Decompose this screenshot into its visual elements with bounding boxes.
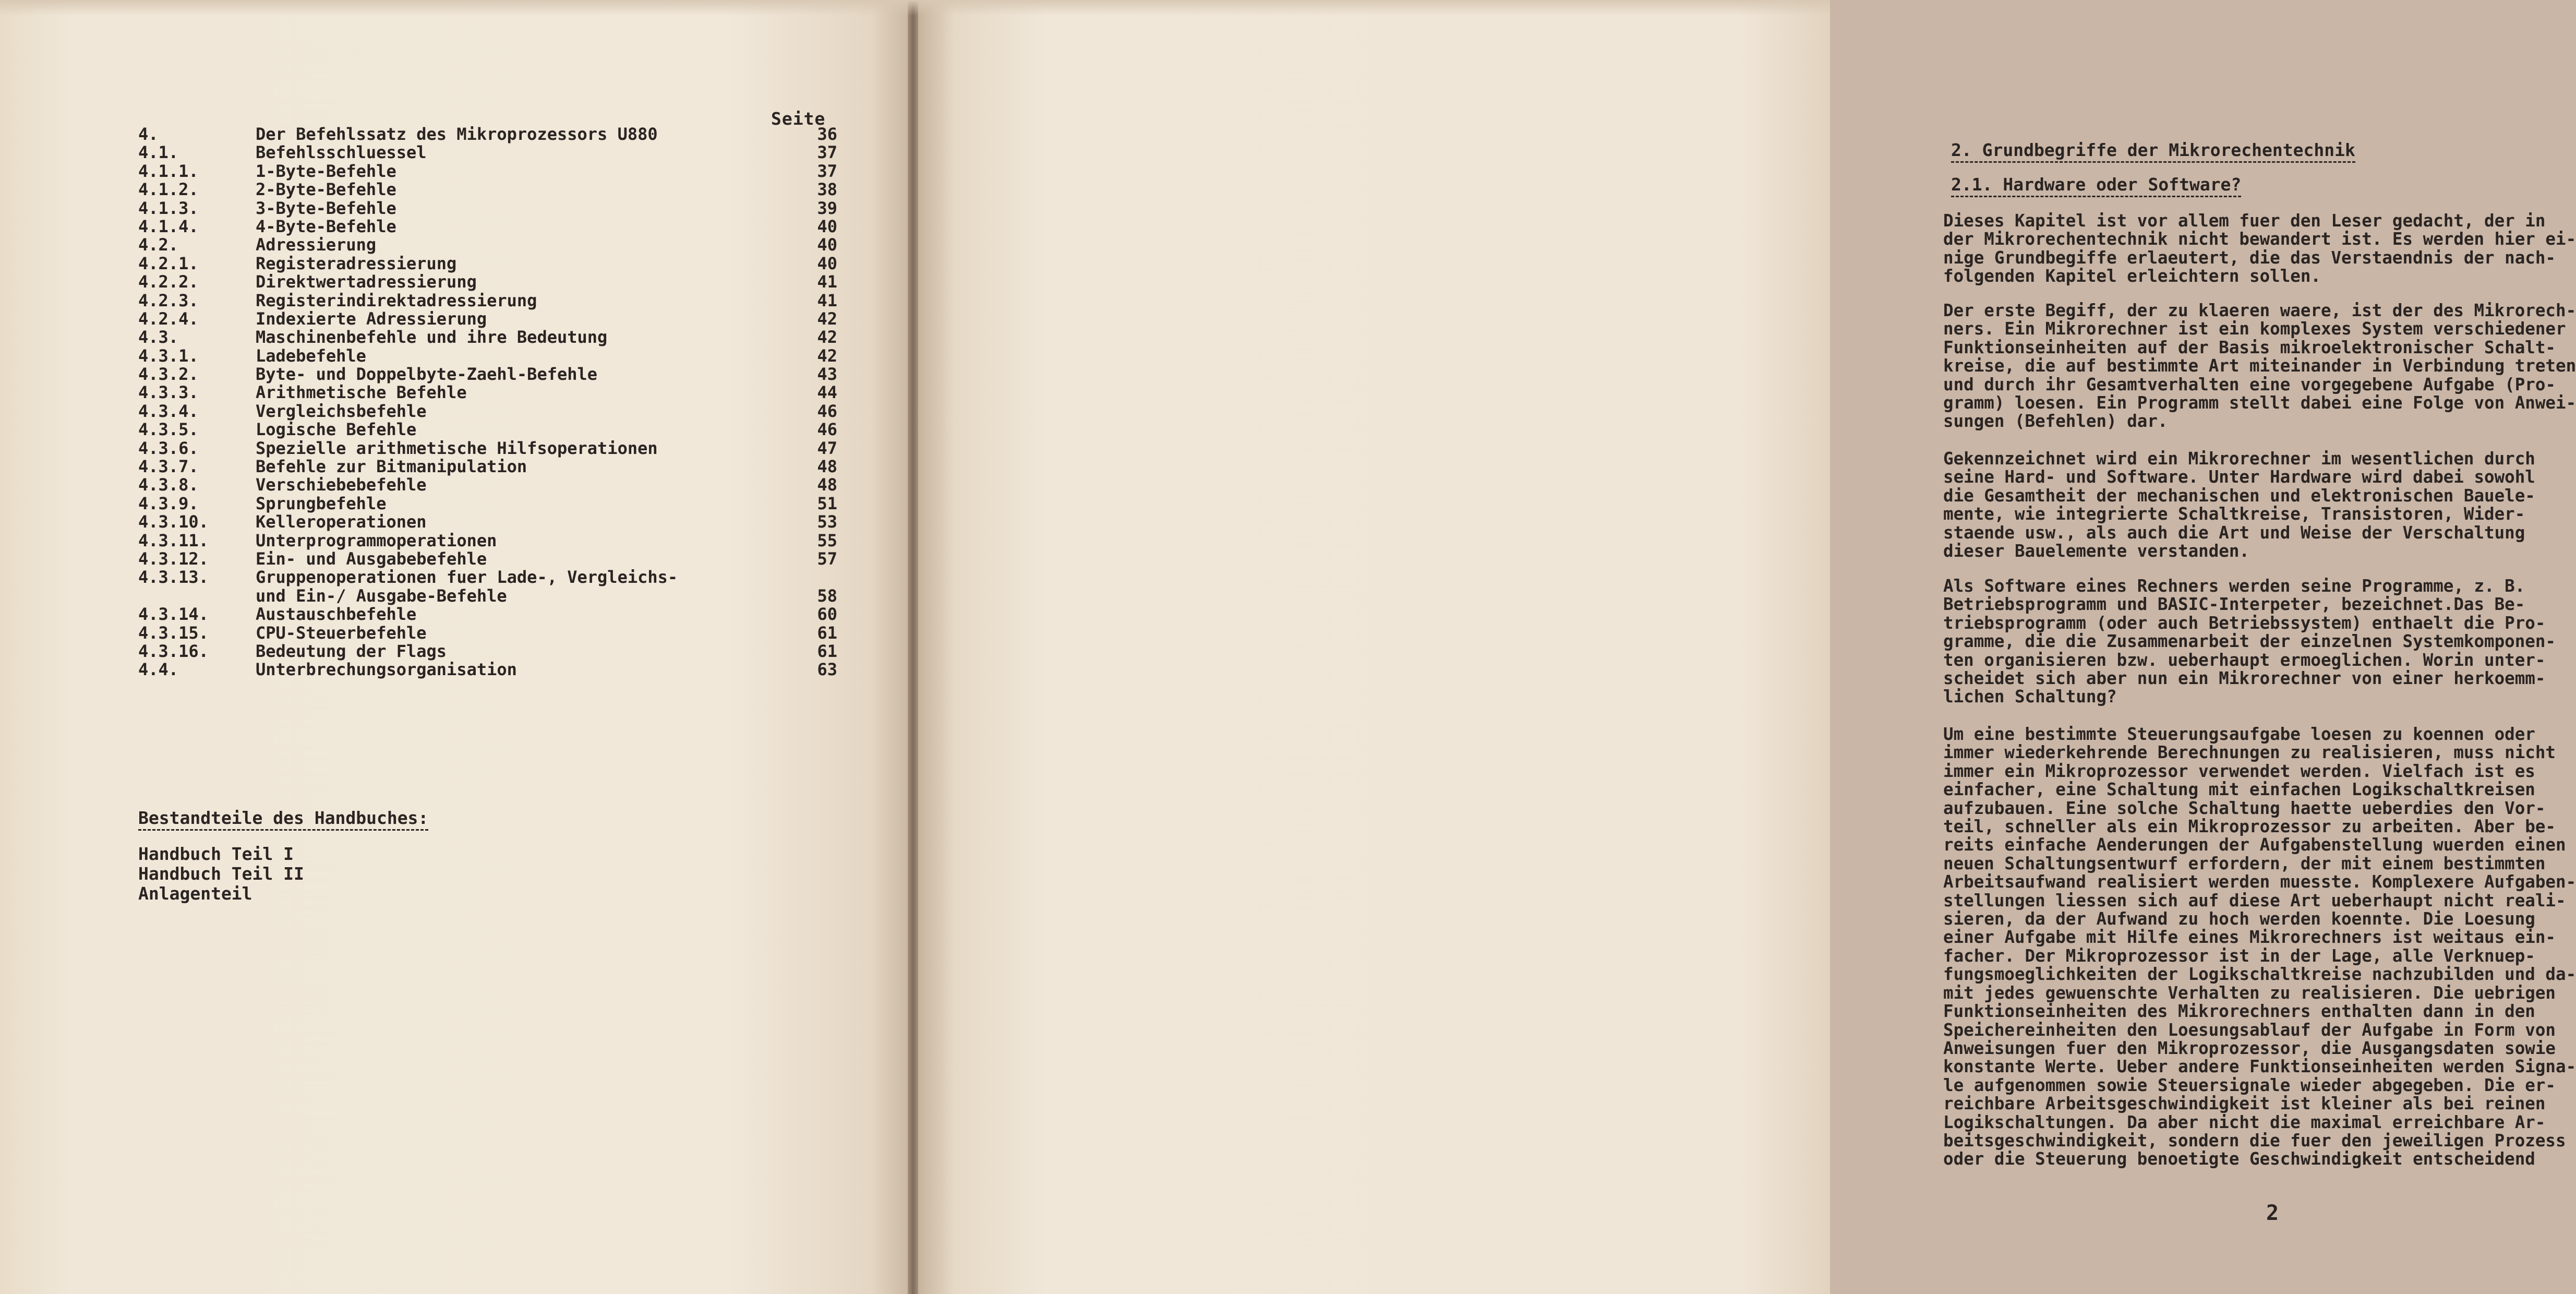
- toc-row: [138, 218, 837, 236]
- toc-title: Spezielle arithmetische Hilfsoperationen: [256, 438, 658, 458]
- toc-page-number: 46: [817, 420, 837, 440]
- toc-row: [138, 199, 837, 218]
- toc-page-number: 55: [817, 530, 837, 550]
- text-line: seine Hard- und Software. Unter Hardware wird dabei sowohl: [1943, 467, 2535, 487]
- handbook-part-item: Anlagenteil: [138, 883, 252, 904]
- toc-number: 4.3.8.: [138, 475, 199, 495]
- toc-page-number: 40: [817, 216, 837, 236]
- toc-number: 4.3.10.: [138, 512, 209, 532]
- text-line: dieser Bauelemente verstanden.: [1943, 541, 2249, 561]
- toc-row: [138, 328, 837, 346]
- toc-title: und Ein-/ Ausgabe-Befehle: [256, 585, 507, 606]
- text-line: neuen Schaltungsentwurf erfordern, der mit einem bestimmten: [1943, 853, 2546, 873]
- toc-number: 4.: [138, 124, 159, 144]
- toc-title: CPU-Steuerbefehle: [256, 622, 427, 643]
- text-line: Der erste Begiff, der zu klaeren waere, ist der des Mikrorech-: [1943, 301, 2576, 320]
- toc-title: Direktwertadressierung: [256, 272, 477, 292]
- toc-title: Sprungbefehle: [256, 493, 387, 513]
- toc-title: Befehle zur Bitmanipulation: [256, 457, 527, 477]
- chapter-heading: 2. Grundbegriffe der Mikrorechentechnik: [1951, 140, 2355, 163]
- toc-page-number: 43: [817, 364, 837, 385]
- toc-row: [138, 181, 837, 199]
- toc-row: [138, 439, 837, 458]
- toc-number: 4.3.9.: [138, 493, 199, 513]
- page-shadow-top: [0, 0, 1830, 16]
- text-line: konstante Werte. Ueber andere Funktionseinheiten werden Signa-: [1943, 1057, 2576, 1077]
- toc-row: [138, 402, 837, 421]
- toc-row: [138, 532, 837, 550]
- toc-row: [138, 642, 837, 661]
- toc-row: [138, 513, 837, 531]
- paragraph: [1943, 577, 2556, 706]
- toc-row: [138, 384, 837, 402]
- toc-row: [138, 162, 837, 181]
- toc-row: [138, 236, 837, 254]
- toc-title: Adressierung: [256, 235, 377, 255]
- text-line: einfacher, eine Schaltung mit einfachen Logikschaltkreisen: [1943, 780, 2535, 800]
- handbook-part-item: Handbuch Teil I: [138, 844, 294, 864]
- text-line: nige Grundbegiffe erlaeutert, die das Verstaendnis der nach-: [1943, 247, 2556, 268]
- toc-page-number: 41: [817, 290, 837, 310]
- toc-row: [138, 550, 837, 568]
- toc-title: 3-Byte-Befehle: [256, 198, 396, 218]
- toc-title: Ladebefehle: [256, 345, 366, 366]
- toc-page-number: 47: [817, 438, 837, 458]
- toc-page-number: 53: [817, 512, 837, 532]
- paragraph: [1943, 725, 2576, 1169]
- text-line: ten organisieren bzw. ueberhaupt ermoeglichen. Worin unter-: [1943, 650, 2546, 670]
- toc-title: Vergleichsbefehle: [256, 401, 427, 421]
- text-line: lichen Schaltung?: [1943, 687, 2117, 707]
- toc-number: 4.2.2.: [138, 272, 199, 292]
- toc-number: 4.1.2.: [138, 179, 199, 200]
- toc-page-number: 42: [817, 345, 837, 366]
- handbook-part-item: Handbuch Teil II: [138, 864, 304, 884]
- toc-number: 4.3.2.: [138, 364, 199, 385]
- text-line: Speichereinheiten den Loesungsablauf der Aufgabe in Form von: [1943, 1020, 2556, 1040]
- toc-title: 2-Byte-Befehle: [256, 179, 396, 200]
- text-line: Gekennzeichnet wird ein Mikrorechner im wesentlichen durch: [1943, 449, 2535, 469]
- toc-title: Maschinenbefehle und ihre Bedeutung: [256, 327, 608, 348]
- toc-page-number: 61: [817, 622, 837, 643]
- toc-number: 4.3.12.: [138, 548, 209, 569]
- toc-number: 4.3.11.: [138, 530, 209, 550]
- toc-number: 4.3.15.: [138, 622, 209, 643]
- toc-row: [138, 661, 837, 679]
- toc-row: [138, 458, 837, 476]
- text-line: folgenden Kapitel erleichtern sollen.: [1943, 266, 2321, 286]
- text-line: gramme, die die Zusammenarbeit der einzelnen Systemkomponen-: [1943, 631, 2556, 652]
- toc-row: [138, 365, 837, 384]
- toc-number: 4.3.5.: [138, 420, 199, 440]
- toc-page-number: 46: [817, 401, 837, 421]
- text-line: mit jedes gewuenschte Verhalten zu realisieren. Die uebrigen: [1943, 983, 2556, 1003]
- toc-title: Unterbrechungsorganisation: [256, 660, 517, 680]
- text-line: sieren, da der Aufwand zu hoch werden koennte. Die Loesung: [1943, 909, 2535, 929]
- toc-number: 4.3.7.: [138, 457, 199, 477]
- toc-page-number: 48: [817, 457, 837, 477]
- toc-number: 4.3.4.: [138, 401, 199, 421]
- toc-number: 4.3.14.: [138, 604, 209, 625]
- toc-title: Logische Befehle: [256, 420, 417, 440]
- toc-number: 4.3.13.: [138, 567, 209, 588]
- toc-number: 4.3.6.: [138, 438, 199, 458]
- toc-row: [138, 568, 837, 586]
- text-line: reits einfache Aenderungen der Aufgabenstellung wuerden einen: [1943, 835, 2566, 855]
- toc-row: [138, 125, 837, 143]
- toc-page-number: 41: [817, 272, 837, 292]
- text-line: facher. Der Mikroprozessor ist in der Lage, alle Verknuep-: [1943, 945, 2535, 966]
- text-line: Betriebsprogramm und BASIC-Interpeter, bezeichnet.Das Be-: [1943, 594, 2525, 615]
- text-line: teil, schneller als ein Mikroprozessor zu arbeiten. Aber be-: [1943, 817, 2556, 837]
- toc-page-number: 37: [817, 142, 837, 163]
- text-line: gramm) loesen. Ein Programm stellt dabei eine Folge von Anwei-: [1943, 393, 2576, 413]
- text-line: triebsprogramm (oder auch Betriebssystem) enthaelt die Pro-: [1943, 613, 2546, 633]
- toc-page-number: 42: [817, 308, 837, 329]
- toc-row: [138, 273, 837, 291]
- toc-row: [138, 476, 837, 494]
- toc-title: Befehlsschluessel: [256, 142, 427, 163]
- toc-page-number: 61: [817, 641, 837, 661]
- toc-page-number: 37: [817, 161, 837, 181]
- text-line: einer Aufgabe mit Hilfe eines Mikrorechners ist weitaus ein-: [1943, 927, 2556, 948]
- text-line: immer wiederkehrende Berechnungen zu realisieren, muss nicht: [1943, 742, 2556, 763]
- toc-number: 4.3.: [138, 327, 179, 348]
- toc-number: 4.2.: [138, 235, 179, 255]
- text-line: Funktionseinheiten des Mikrorechners enthalten dann in den: [1943, 1001, 2535, 1022]
- toc-number: 4.3.16.: [138, 641, 209, 661]
- toc-row: [138, 255, 837, 273]
- toc-title: Verschiebebefehle: [256, 475, 427, 495]
- toc-page-number: 58: [817, 585, 837, 606]
- text-line: Anweisungen fuer den Mikroprozessor, die Ausgangsdaten sowie: [1943, 1038, 2556, 1058]
- toc-title: Arithmetische Befehle: [256, 382, 467, 403]
- toc-page-number: 48: [817, 475, 837, 495]
- toc-title: Der Befehlssatz des Mikroprozessors U880: [256, 124, 658, 144]
- toc-title: Ein- und Ausgabebefehle: [256, 548, 487, 569]
- toc-title: Gruppenoperationen fuer Lade-, Vergleichs-: [256, 567, 678, 588]
- toc-number: 4.2.3.: [138, 290, 199, 310]
- toc-page-number: 51: [817, 493, 837, 513]
- toc-number: 4.2.1.: [138, 253, 199, 273]
- toc-row: [138, 605, 837, 624]
- toc-row: [138, 587, 837, 605]
- toc-number: 4.1.1.: [138, 161, 199, 181]
- text-line: Logikschaltungen. Da aber nicht die maximal erreichbare Ar-: [1943, 1112, 2546, 1132]
- toc-row: [138, 624, 837, 642]
- toc-page-number: 40: [817, 235, 837, 255]
- text-line: Arbeitsaufwand realisiert werden muesste. Komplexere Aufgaben-: [1943, 872, 2576, 892]
- toc-title: Bedeutung der Flags: [256, 641, 447, 661]
- text-line: der Mikrorechentechnik nicht bewandert ist. Es werden hier ei-: [1943, 229, 2576, 249]
- text-line: beitsgeschwindigkeit, sondern die fuer den jeweiligen Prozess: [1943, 1130, 2566, 1151]
- toc-page-number: 39: [817, 198, 837, 218]
- section-heading: 2.1. Hardware oder Software?: [1951, 174, 2241, 197]
- table-of-contents: [138, 125, 837, 679]
- toc-page-number: 63: [817, 660, 837, 680]
- toc-row: [138, 310, 837, 328]
- text-line: ners. Ein Mikrorechner ist ein komplexes System verschiedener: [1943, 319, 2566, 339]
- text-line: kreise, die auf bestimmte Art miteinander in Verbindung treten: [1943, 356, 2576, 376]
- toc-row: [138, 421, 837, 439]
- toc-page-number: 44: [817, 382, 837, 403]
- text-line: staende usw., als auch die Art und Weise der Verschaltung: [1943, 522, 2525, 543]
- book-gutter: [908, 0, 918, 1294]
- toc-page-number: 38: [817, 179, 837, 200]
- toc-page-number: 36: [817, 124, 837, 144]
- text-line: reichbare Arbeitsgeschwindigkeit ist kleiner als bei reinen: [1943, 1094, 2546, 1114]
- text-line: scheidet sich aber nun ein Mikrorechner von einer herkoemm-: [1943, 668, 2546, 689]
- page-number: 2: [2266, 1201, 2279, 1225]
- text-line: stellungen liessen sich auf diese Art ueberhaupt nicht reali-: [1943, 890, 2566, 910]
- toc-page-number: 40: [817, 253, 837, 273]
- text-line: immer ein Mikroprozessor verwendet werden. Vielfach ist es: [1943, 761, 2535, 781]
- toc-title: 4-Byte-Befehle: [256, 216, 396, 236]
- toc-title: Byte- und Doppelbyte-Zaehl-Befehle: [256, 364, 598, 385]
- text-line: Als Software eines Rechners werden seine Programme, z. B.: [1943, 576, 2525, 596]
- toc-number: 4.1.: [138, 142, 179, 163]
- right-page: [918, 0, 2576, 1294]
- toc-title: Registeradressierung: [256, 253, 457, 273]
- text-line: und durch ihr Gesamtverhalten eine vorgegebene Aufgabe (Pro-: [1943, 374, 2556, 394]
- paragraph: [1943, 302, 2576, 431]
- text-line: fungsmoeglichkeiten der Logikschaltkreise nachzubilden und da-: [1943, 964, 2576, 985]
- toc-number: 4.1.4.: [138, 216, 199, 236]
- toc-title: Austauschbefehle: [256, 604, 417, 625]
- toc-number: 4.2.4.: [138, 308, 199, 329]
- toc-title: Indexierte Adressierung: [256, 308, 487, 329]
- toc-title: 1-Byte-Befehle: [256, 161, 396, 181]
- left-page: [0, 0, 908, 1294]
- text-line: Funktionseinheiten auf der Basis mikroelektronischer Schalt-: [1943, 337, 2556, 357]
- text-line: sungen (Befehlen) dar.: [1943, 411, 2168, 432]
- toc-title: Unterprogrammoperationen: [256, 530, 497, 550]
- text-line: die Gesamtheit der mechanischen und elektronischen Bauele-: [1943, 485, 2535, 506]
- toc-number: 4.4.: [138, 660, 179, 680]
- toc-row: [138, 347, 837, 365]
- paragraph: [1943, 450, 2535, 560]
- handbook-parts-heading: Bestandteile des Handbuches:: [138, 808, 428, 831]
- toc-number: 4.3.1.: [138, 345, 199, 366]
- toc-number: 4.1.3.: [138, 198, 199, 218]
- toc-title: Registerindirektadressierung: [256, 290, 537, 310]
- toc-row: [138, 495, 837, 513]
- toc-page-number: 42: [817, 327, 837, 348]
- toc-row: [138, 143, 837, 162]
- toc-title: Kelleroperationen: [256, 512, 427, 532]
- toc-row: [138, 292, 837, 310]
- text-line: le aufgenommen sowie Steuersignale wieder abgegeben. Die er-: [1943, 1075, 2556, 1095]
- handbook-parts-list: [138, 844, 304, 904]
- toc-number: 4.3.3.: [138, 382, 199, 403]
- text-line: mente, wie integrierte Schaltkreise, Transistoren, Wider-: [1943, 504, 2525, 524]
- text-line: Um eine bestimmte Steuerungsaufgabe loesen zu koennen oder: [1943, 724, 2535, 744]
- toc-page-column-label: Seite: [771, 109, 826, 129]
- paragraph: [1943, 212, 2576, 286]
- text-line: Dieses Kapitel ist vor allem fuer den Leser gedacht, der in: [1943, 211, 2546, 231]
- text-line: oder die Steuerung benoetigte Geschwindigkeit entscheidend: [1943, 1149, 2535, 1169]
- toc-page-number: 57: [817, 548, 837, 569]
- toc-page-number: 60: [817, 604, 837, 625]
- text-line: aufzubauen. Eine solche Schaltung haette ueberdies den Vor-: [1943, 798, 2546, 818]
